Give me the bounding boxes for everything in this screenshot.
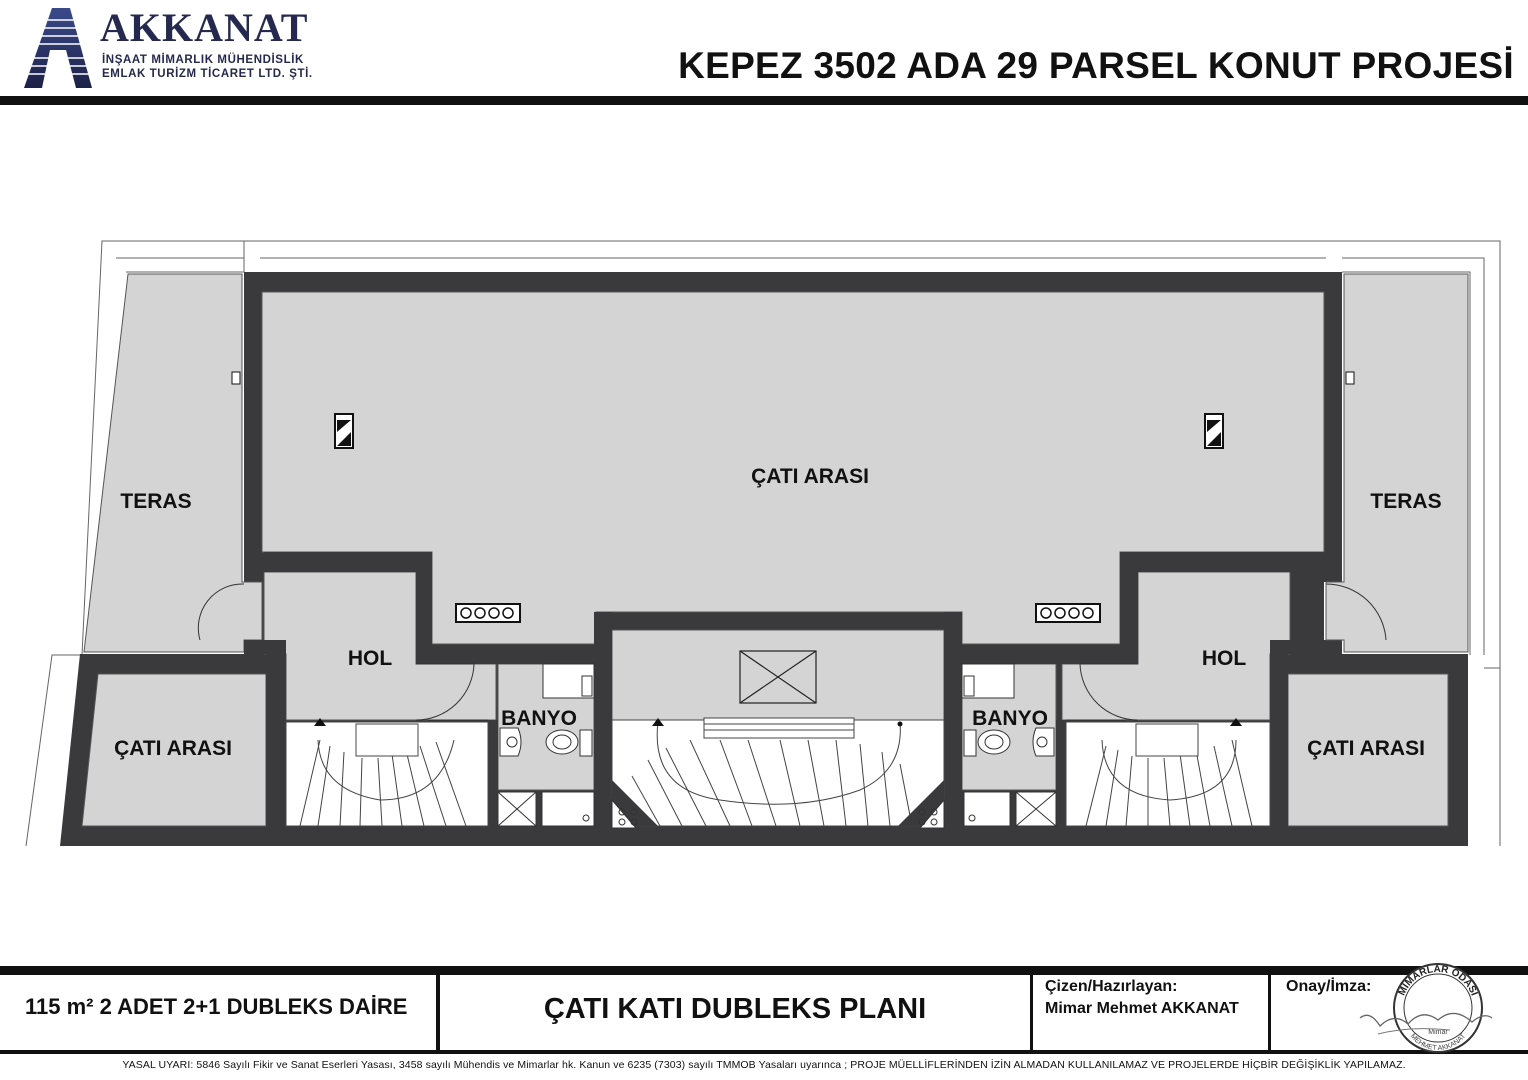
footer-bottom-rule [0, 1050, 1528, 1054]
svg-text:Mimar: Mimar [1428, 1029, 1448, 1036]
room-label-hall-right: HOL [1201, 647, 1247, 670]
drawn-by-name: Mimar Mehmet AKKANAT [1045, 1000, 1239, 1017]
room-label-bath-left: BANYO [501, 707, 577, 730]
room-label-terrace-right: TERAS [1370, 490, 1442, 513]
svg-text:MİMARLAR ODASI: MİMARLAR ODASI [1396, 963, 1480, 998]
terrace-right-floor [1326, 274, 1468, 652]
architect-stamp-icon [1350, 960, 1500, 1060]
room-label-attic-left: ÇATI ARASI [114, 737, 232, 760]
approval-label: Onay/İmza: [1286, 978, 1372, 995]
project-title: KEPEZ 3502 ADA 29 PARSEL KONUT PROJESİ [678, 45, 1514, 86]
company-subtitle-2: EMLAK TURİZM TİCARET LTD. ŞTİ. [102, 68, 313, 80]
room-label-hall-left: HOL [347, 647, 393, 670]
footer-top-rule [0, 966, 1528, 975]
svg-text:MEHMET AKKANAT: MEHMET AKKANAT [1408, 1032, 1468, 1053]
terrace-left-floor [84, 274, 262, 652]
drawn-by-label: Çizen/Hazırlayan: [1045, 978, 1178, 995]
unit-info: 115 m² 2 ADET 2+1 DUBLEKS DAİRE [25, 994, 408, 1019]
stair-hall-floor [612, 630, 944, 720]
legal-notice: YASAL UYARI: 5846 Sayılı Fikir ve Sanat Eserleri Yasası, 3458 sayılı Mühendis ve Mimarlar hk. Kanun ve 6235 (7303) sayılı TMMOB Yasaları uyarınca ; PROJE MÜELLİFLERİNDEN İZİN ALMADAN KULLANILAMAZ VE PROJELERDE HİÇBİR DEĞİŞİKLİK YAPILAMAZ. [122, 1059, 1406, 1071]
company-name: AKKANAT [100, 5, 309, 50]
plan-title: ÇATI KATI DUBLEKS PLANI [543, 993, 927, 1025]
room-label-attic-right: ÇATI ARASI [1307, 737, 1425, 760]
footer-divider-3 [1268, 975, 1271, 1051]
room-label-bath-right: BANYO [972, 707, 1048, 730]
footer-divider-2 [1030, 975, 1033, 1051]
room-label-attic-main: ÇATI ARASI [751, 465, 869, 488]
room-label-terrace-left: TERAS [120, 490, 192, 513]
company-subtitle-1: İNŞAAT MİMARLIK MÜHENDİSLİK [102, 54, 304, 66]
